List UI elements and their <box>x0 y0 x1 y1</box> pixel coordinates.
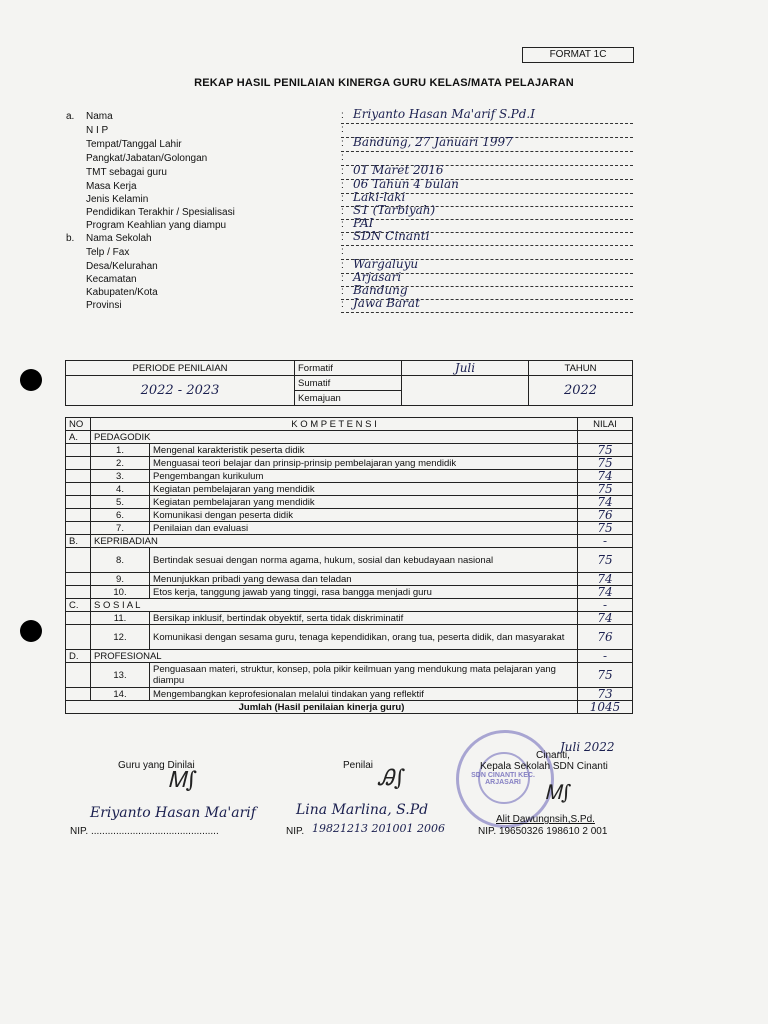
table-row <box>66 612 633 625</box>
field-value: Eriyanto Hasan Ma'arif S.Pd.I <box>353 107 535 121</box>
item-text: Etos kerja, tanggung jawab yang tinggi, rasa bangga menjadi guru <box>150 586 578 599</box>
item-text: Pengembangan kurikulum <box>150 470 578 483</box>
field-label: TMT sebagai guru <box>86 167 167 178</box>
item-no: 8. <box>91 548 150 573</box>
item-nilai: 76 <box>578 509 633 522</box>
item-nilai: 74 <box>578 470 633 483</box>
table-row <box>66 625 633 650</box>
section-dash: - <box>578 535 633 548</box>
field-value: Wargaluyu <box>353 257 419 271</box>
penilai-nip-prefix: NIP. <box>286 826 305 837</box>
field-value-line: : Laki-laki <box>341 193 633 207</box>
field-value: 06 Tahun 4 bulan <box>353 177 459 191</box>
date-place: Cinanti, <box>536 750 570 761</box>
item-text: Penilaian dan evaluasi <box>150 522 578 535</box>
item-text: Penguasaan materi, struktur, konsep, pola pikir keilmuan yang mendukung mata pelajaran yang diampu <box>150 663 578 688</box>
item-no: 4. <box>91 483 150 496</box>
item-text: Komunikasi dengan sesama guru, tenaga kependidikan, orang tua, peserta didik, dan masyarakat <box>150 625 578 650</box>
tahun-value: 2022 <box>529 376 633 406</box>
field-value-line: : <box>341 152 633 166</box>
kepala-nip: NIP. 19650326 198610 2 001 <box>478 826 608 837</box>
formatif-value: Juli <box>402 361 529 376</box>
competency-table <box>65 417 633 714</box>
table-row <box>66 522 633 535</box>
section-dash: - <box>578 650 633 663</box>
item-no: 5. <box>91 496 150 509</box>
section-name: KEPRIBADIAN <box>91 535 578 548</box>
field-value-line: : Bandung <box>341 286 633 300</box>
penilai-label: Penilai <box>343 760 374 771</box>
field-label: Provinsi <box>86 300 122 311</box>
item-nilai: 75 <box>578 548 633 573</box>
field-value-line: : <box>341 246 633 260</box>
item-text: Menguasai teori belajar dan prinsip-prinsip pembelajaran yang mendidik <box>150 457 578 470</box>
field-label: Nama Sekolah <box>86 233 152 244</box>
format-label: FORMAT 1C <box>522 47 634 63</box>
field-value: Arjasari <box>353 270 402 284</box>
field-value-line: : 06 Tahun 4 bulan <box>341 180 633 194</box>
document-title: REKAP HASIL PENILAIAN KINERGA GURU KELAS/MATA PELAJARAN <box>194 77 574 89</box>
field-value: Jawa Barat <box>353 296 420 310</box>
item-no: 14. <box>91 688 150 701</box>
item-nilai: 75 <box>578 457 633 470</box>
field-value: S1 (Tarbiyah) <box>353 203 436 217</box>
guru-label: Guru yang Dinilai <box>118 760 195 771</box>
section-a-marker: a. <box>66 111 75 122</box>
section-dash <box>578 431 633 444</box>
field-label: Masa Kerja <box>86 181 137 192</box>
field-value-line: : Bandung, 27 Januari 1997 <box>341 138 633 152</box>
section-letter: B. <box>66 535 91 548</box>
item-nilai: 74 <box>578 586 633 599</box>
item-no: 2. <box>91 457 150 470</box>
penilai-name: Lina Marlina, S.Pd <box>296 802 429 818</box>
table-row <box>66 509 633 522</box>
table-row <box>66 444 633 457</box>
field-label: Nama <box>86 111 113 122</box>
tahun-header: TAHUN <box>529 361 633 376</box>
field-value-line: : PAI <box>341 219 633 233</box>
section-name: PROFESIONAL <box>91 650 578 663</box>
section-letter: D. <box>66 650 91 663</box>
item-nilai: 75 <box>578 483 633 496</box>
field-label: N I P <box>86 125 109 136</box>
section-letter: A. <box>66 431 91 444</box>
field-label: Pangkat/Jabatan/Golongan <box>86 153 208 164</box>
table-row <box>66 457 633 470</box>
field-label: Tempat/Tanggal Lahir <box>86 139 182 150</box>
guru-nip: NIP. .............................................. <box>70 826 219 837</box>
field-label: Desa/Kelurahan <box>86 261 158 272</box>
item-nilai: 75 <box>578 444 633 457</box>
item-text: Mengembangkan keprofesionalan melalui tindakan yang reflektif <box>150 688 578 701</box>
item-text: Bersikap inklusif, bertindak obyektif, serta tidak diskriminatif <box>150 612 578 625</box>
field-value-line: : 01 Maret 2016 <box>341 166 633 180</box>
penilai-nip: 19821213 201001 2006 <box>312 822 445 835</box>
item-no: 9. <box>91 573 150 586</box>
jumlah-value: 1045 <box>578 701 633 714</box>
table-row <box>66 688 633 701</box>
field-value: SDN Cinanti <box>353 229 430 243</box>
item-text: Kegiatan pembelajaran yang mendidik <box>150 496 578 509</box>
penilai-signature-mark: Ꭿ∫ <box>378 766 406 791</box>
section-name: PEDAGODIK <box>91 431 578 444</box>
punch-hole <box>20 369 42 391</box>
item-nilai: 75 <box>578 663 633 688</box>
table-row <box>66 496 633 509</box>
table-row <box>66 586 633 599</box>
field-value-line: : S1 (Tarbiyah) <box>341 206 633 220</box>
jumlah-label: Jumlah (Hasil penilaian kinerja guru) <box>66 701 578 714</box>
item-no: 13. <box>91 663 150 688</box>
field-value-line: : <box>341 124 633 138</box>
item-nilai: 75 <box>578 522 633 535</box>
field-value-line: : Wargaluyu <box>341 260 633 274</box>
item-nilai: 74 <box>578 612 633 625</box>
item-no: 11. <box>91 612 150 625</box>
item-nilai: 74 <box>578 496 633 509</box>
section-letter: C. <box>66 599 91 612</box>
field-label: Jenis Kelamin <box>86 194 149 205</box>
field-label: Program Keahlian yang diampu <box>86 220 227 231</box>
guru-name: Eriyanto Hasan Ma'arif <box>90 805 256 821</box>
section-name: S O S I A L <box>91 599 578 612</box>
field-label: Kabupaten/Kota <box>86 287 158 298</box>
stamp-text: SDN CINANTI KEC. ARJASARI <box>471 772 535 786</box>
date-handwritten: Juli 2022 <box>560 740 615 754</box>
formatif-label: Formatif <box>295 361 402 376</box>
punch-hole <box>20 620 42 642</box>
item-text: Bertindak sesuai dengan norma agama, hukum, sosial dan kebudayaan nasional <box>150 548 578 573</box>
kepala-name: Alit Dawungnsih,S.Pd. <box>496 814 595 825</box>
kemajuan-label: Kemajuan <box>295 391 402 406</box>
col-nilai-header: NILAI <box>578 418 633 431</box>
field-label: Telp / Fax <box>86 247 130 258</box>
field-value-line: : Eriyanto Hasan Ma'arif S.Pd.I <box>341 110 633 124</box>
field-label: Kecamatan <box>86 274 137 285</box>
field-value: 01 Maret 2016 <box>353 163 444 177</box>
sumatif-label: Sumatif <box>295 376 402 391</box>
item-text: Mengenal karakteristik peserta didik <box>150 444 578 457</box>
field-value-line: : Jawa Barat <box>341 299 633 313</box>
item-no: 6. <box>91 509 150 522</box>
field-value: Laki-laki <box>353 190 406 204</box>
guru-signature-mark: Ꮇ∫ <box>168 768 198 793</box>
item-text: Kegiatan pembelajaran yang mendidik <box>150 483 578 496</box>
period-header: PERIODE PENILAIAN <box>66 361 295 376</box>
field-value: Bandung, 27 Januari 1997 <box>353 135 513 149</box>
item-no: 12. <box>91 625 150 650</box>
period-table <box>65 360 633 406</box>
field-label: Pendidikan Terakhir / Spesialisasi <box>86 207 235 218</box>
field-value: PAI <box>353 216 374 230</box>
field-value-line: : Arjasari <box>341 273 633 287</box>
item-no: 7. <box>91 522 150 535</box>
item-text: Menunjukkan pribadi yang dewasa dan teladan <box>150 573 578 586</box>
col-komp-header: K O M P E T E N S I <box>91 418 578 431</box>
item-nilai: 76 <box>578 625 633 650</box>
item-no: 10. <box>91 586 150 599</box>
section-b-marker: b. <box>66 233 75 244</box>
table-row <box>66 548 633 573</box>
item-text: Komunikasi dengan peserta didik <box>150 509 578 522</box>
table-row <box>66 483 633 496</box>
period-year-range: 2022 - 2023 <box>66 376 295 406</box>
item-no: 3. <box>91 470 150 483</box>
table-row <box>66 663 633 688</box>
kepala-signature-mark: Ꮇ∫ <box>545 780 572 804</box>
kepala-label: Kepala Sekolah SDN Cinanti <box>480 761 608 772</box>
item-no: 1. <box>91 444 150 457</box>
field-value-line: : SDN Cinanti <box>341 232 633 246</box>
table-row <box>66 573 633 586</box>
table-row <box>66 470 633 483</box>
field-value: Bandung <box>353 283 408 297</box>
col-no-header: NO <box>66 418 91 431</box>
section-dash: - <box>578 599 633 612</box>
item-nilai: 74 <box>578 573 633 586</box>
item-nilai: 73 <box>578 688 633 701</box>
